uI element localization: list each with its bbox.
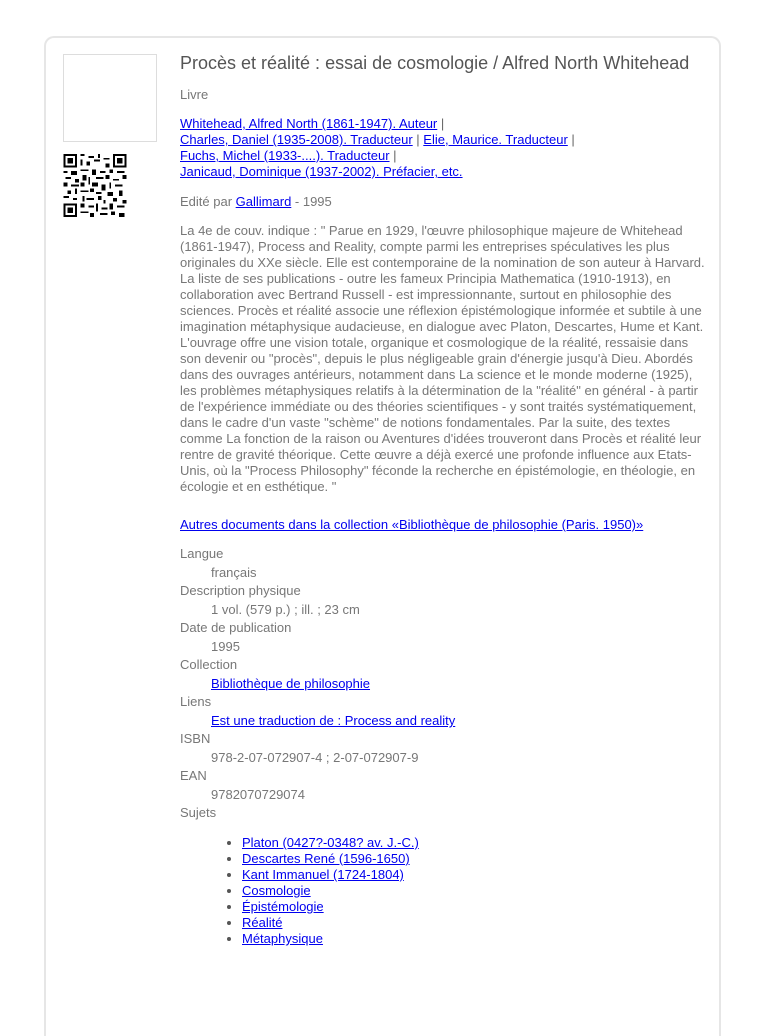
edited-prefix: Edité par	[180, 194, 233, 209]
field-label-langue: Langue	[180, 546, 224, 561]
collection-link[interactable]: Bibliothèque de philosophie	[211, 676, 371, 691]
qr-code-icon	[62, 154, 128, 217]
list-item	[242, 851, 708, 867]
publication-statement	[180, 194, 708, 209]
book-cover-placeholder[interactable]	[63, 54, 157, 142]
publisher-link[interactable]: Gallimard	[235, 194, 292, 209]
field-value-date: 1995	[211, 639, 240, 654]
subject-link[interactable]: Épistémologie	[242, 899, 324, 914]
list-item	[242, 867, 708, 883]
list-item	[242, 899, 708, 915]
field-value-isbn: 978-2-07-072907-4 ; 2-07-072907-9	[211, 750, 419, 765]
list-item	[242, 915, 708, 931]
field-label-liens: Liens	[180, 694, 212, 709]
list-item	[242, 931, 708, 947]
subject-link[interactable]: Métaphysique	[242, 931, 323, 946]
summary-text: La 4e de couv. indique : " Parue en 1929, l'œuvre philosophique majeure de Whitehead (1861-1947), Process and Reality, compte parmi les entreprises spéculatives les plus originales du XXe siècle. Elle est contemporaine de la nomination de son auteur à Harvard. La liste de ses publications - outre les fameux Principia Mathematica (1910-1913), en collaboration avec Bertrand Russell - est impressionnante, surtout en philosophie des sciences. Procès et réalité associe une réflexion épistémologique informée et subtile à une imagination métaphysique audacieuse, en dialogue avec Platon, Descartes, Hume et Kant. L'ouvrage offre une vision totale, organique et cosmologique de la réalité, ressaisie dans son devenir ou "procès", depuis le plus négligeable grain d'énergie jusqu'à Dieu. Abordés dans des ouvrages antérieurs, notamment dans La science et le monde moderne (1925), les problèmes métaphysiques relatifs à la détermination de la "réalité" en général - à partir de l'expérience immédiate ou des théories scientifiques - y sont traités systématiquement, dans le cadre d'un vaste "schème" de notions fondamentales. Par la suite, des textes comme La fonction de la raison ou Aventures d'idées trouveront dans Procès et réalité leur rentre de gravité théorique. Cette œuvre a déjà exercé une profonde influence aux Etats-Unis, où la "Process Philosophy" féconde la recherche en épistémologie, en théologie, en écologie et en esthétique. "	[180, 223, 709, 494]
record-content	[180, 52, 708, 947]
field-label-isbn: ISBN	[180, 731, 211, 746]
metadata-list	[180, 545, 708, 822]
author-link[interactable]: Janicaud, Dominique (1937-2002). Préfacier, etc.	[180, 164, 463, 179]
field-label-date: Date de publication	[180, 620, 292, 635]
field-value-langue: français	[211, 565, 257, 580]
list-item	[242, 883, 708, 899]
author-link[interactable]: Charles, Daniel (1935-2008). Traducteur	[180, 132, 413, 147]
author-link[interactable]: Whitehead, Alfred North (1861-1947). Auteur	[180, 116, 438, 131]
field-label-description: Description physique	[180, 583, 301, 598]
author-link[interactable]: Fuchs, Michel (1933-....). Traducteur	[180, 148, 390, 163]
author-link[interactable]: Elie, Maurice. Traducteur	[423, 132, 568, 147]
subject-link[interactable]: Réalité	[242, 915, 283, 930]
document-type: Livre	[180, 87, 209, 102]
subject-link[interactable]: Descartes René (1596-1650)	[242, 851, 410, 866]
edited-year: - 1995	[291, 194, 332, 209]
translation-link[interactable]: Est une traduction de : Process and reality	[211, 713, 456, 728]
subject-link[interactable]: Kant Immanuel (1724-1804)	[242, 867, 404, 882]
field-label-collection: Collection	[180, 657, 238, 672]
field-label-ean: EAN	[180, 768, 207, 783]
collection-documents-link[interactable]: Autres documents dans la collection «Bibliothèque de philosophie (Paris. 1950)»	[180, 517, 644, 532]
author-list: Whitehead, Alfred North (1861-1947). Auteur | Charles, Daniel (1935-2008). Traducteur | Elie, Maurice. Traducteur | Fuchs, Michel (1933-....). Traducteur | Janicaud, Dominique (1937-2002). Préfacier, etc.	[180, 116, 575, 179]
subject-link[interactable]: Cosmologie	[242, 883, 311, 898]
record-title: Procès et réalité : essai de cosmologie / Alfred North Whitehead	[180, 53, 690, 73]
subject-link[interactable]: Platon (0427?-0348? av. J.-C.)	[242, 835, 419, 850]
field-label-sujets: Sujets	[180, 805, 217, 820]
field-value-description: 1 vol. (579 p.) ; ill. ; 23 cm	[211, 602, 360, 617]
list-item	[242, 835, 708, 851]
subject-list	[180, 835, 708, 947]
field-value-ean: 9782070729074	[211, 787, 305, 802]
